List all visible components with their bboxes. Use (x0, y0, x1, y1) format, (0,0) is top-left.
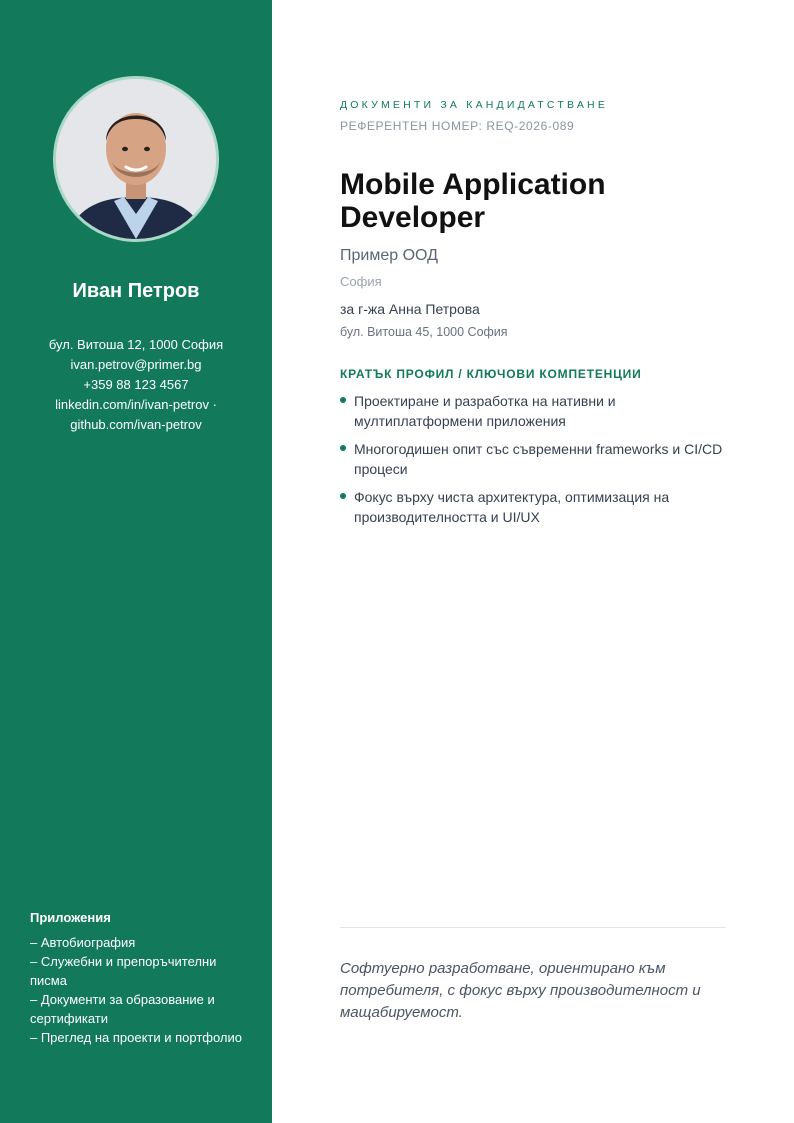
list-item (340, 439, 726, 479)
contact-email[interactable]: ivan.petrov@primer.bg (70, 357, 202, 372)
company-city: София (340, 274, 382, 289)
list-item-text: Проектиране и разработка на нативни и мултиплатформени приложения (354, 393, 616, 429)
list-item (340, 487, 726, 527)
attachments-block (30, 908, 245, 1047)
contact-phone[interactable]: +359 88 123 4567 (83, 377, 189, 392)
list-item (340, 391, 726, 431)
reference-number: РЕФЕРЕНТЕН НОМЕР: REQ-2026-089 (340, 119, 575, 133)
avatar (53, 76, 219, 242)
document-kicker: ДОКУМЕНТИ ЗА КАНДИДАТСТВАНЕ (340, 99, 609, 111)
attachment-item: – Документи за образование и сертификати (30, 992, 215, 1026)
list-item-text: Многогодишен опит със съвременни frameworks и CI/CD процеси (354, 441, 723, 477)
profile-photo (56, 79, 216, 239)
sidebar (0, 0, 272, 1123)
contact-address: бул. Витоша 12, 1000 София (48, 337, 224, 352)
divider (340, 927, 726, 928)
attachment-item: – Преглед на проекти и портфолио (30, 1030, 242, 1045)
recipient-name: за г-жа Анна Петрова (340, 301, 480, 317)
bullet-dot-icon (340, 445, 346, 451)
contact-block (0, 335, 272, 435)
attachment-item: – Служебни и препоръчителни писма (30, 954, 217, 988)
bullet-dot-icon (340, 493, 346, 499)
competencies-list (340, 391, 726, 535)
contact-github[interactable]: github.com/ivan-petrov (70, 417, 202, 432)
list-item-text: Фокус върху чиста архитектура, оптимизация на производителността и UI/UX (354, 489, 670, 525)
job-title: Mobile Application Developer (340, 168, 606, 234)
bullet-dot-icon (340, 397, 346, 403)
attachment-item: – Автобиография (30, 935, 136, 950)
profile-section-title: КРАТЪК ПРОФИЛ / КЛЮЧОВИ КОМПЕТЕНЦИИ (340, 367, 642, 381)
attachments-title: Приложения (30, 910, 111, 925)
company-name: Пример ООД (340, 247, 438, 264)
tagline: Софтуерно разработване, ориентирано към потребителя, с фокус върху производителност и мащабируемост. (340, 960, 701, 1021)
contact-linkedin[interactable]: linkedin.com/in/ivan-petrov · (55, 397, 217, 412)
recipient-address: бул. Витоша 45, 1000 София (340, 325, 508, 339)
candidate-name: Иван Петров (72, 280, 200, 302)
